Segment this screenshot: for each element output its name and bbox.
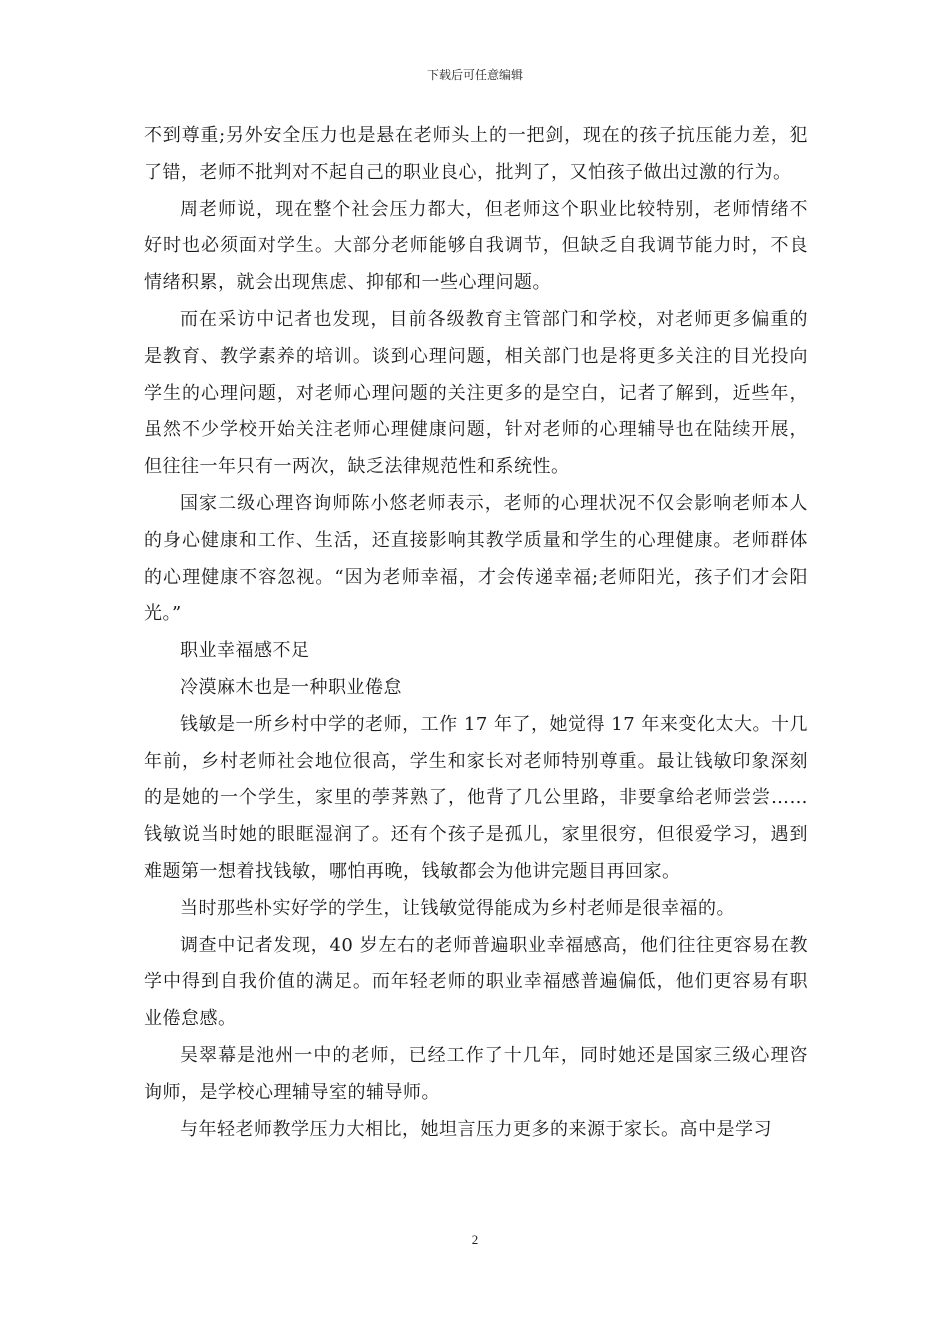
section-subheading: 冷漠麻木也是一种职业倦怠 bbox=[180, 676, 402, 698]
paragraph: 不到尊重;另外安全压力也是悬在老师头上的一把剑，现在的孩子抗压能力差，犯了错，老师不批判对不起自己的职业良心，批判了，又怕孩子做出过激的行为。 bbox=[144, 125, 808, 183]
page-header: 下载后可任意编辑 bbox=[426, 68, 523, 82]
paragraph: 调查中记者发现，40 岁左右的老师普遍职业幸福感高，他们往往更容易在教学中得到自我价值的满足。而年轻老师的职业幸福感普遍偏低，他们更容易有职业倦怠感。 bbox=[144, 934, 808, 1030]
paragraph: 而在采访中记者也发现，目前各级教育主管部门和学校，对老师更多偏重的是教育、教学素养的培训。谈到心理问题，相关部门也是将更多关注的目光投向学生的心理问题，对老师心理问题的关注更多的是空白，记者了解到，近些年，虽然不少学校开始关注老师心理健康问题，针对老师的心理辅导也在陆续开展，但往往一年只有一两次，缺乏法律规范性和系统性。 bbox=[144, 308, 808, 478]
document-body bbox=[144, 118, 808, 1148]
page-number: 2 bbox=[471, 1232, 479, 1247]
paragraph: 钱敏是一所乡村中学的老师，工作 17 年了，她觉得 17 年来变化太大。十几年前，乡村老师社会地位很高，学生和家长对老师特别尊重。最让钱敏印象深刻的是她的一个学生，家里的荸荠熟了，他背了几公里路，非要拿给老师尝尝……钱敏说当时她的眼眶湿润了。还有个孩子是孤儿，家里很穷，但很爱学习，遇到难题第一想着找钱敏，哪怕再晚，钱敏都会为他讲完题目再回家。 bbox=[144, 713, 808, 882]
section-heading: 职业幸福感不足 bbox=[180, 640, 310, 662]
paragraph: 与年轻老师教学压力大相比，她坦言压力更多的来源于家长。高中是学习 bbox=[180, 1118, 772, 1140]
paragraph: 吴翠幕是池州一中的老师，已经工作了十几年，同时她还是国家三级心理咨询师，是学校心理辅导室的辅导师。 bbox=[144, 1044, 808, 1103]
paragraph: 国家二级心理咨询师陈小悠老师表示，老师的心理状况不仅会影响老师本人的身心健康和工作、生活，还直接影响其教学质量和学生的心理健康。老师群体的心理健康不容忽视。“因为老师幸福，才会传递幸福;老师阳光，孩子们才会阳光。” bbox=[144, 492, 808, 625]
paragraph: 周老师说，现在整个社会压力都大，但老师这个职业比较特别，老师情绪不好时也必须面对学生。大部分老师能够自我调节，但缺乏自我调节能力时，不良情绪积累，就会出现焦虑、抑郁和一些心理问题。 bbox=[144, 198, 808, 294]
paragraph: 当时那些朴实好学的学生，让钱敏觉得能成为乡村老师是很幸福的。 bbox=[180, 897, 735, 919]
